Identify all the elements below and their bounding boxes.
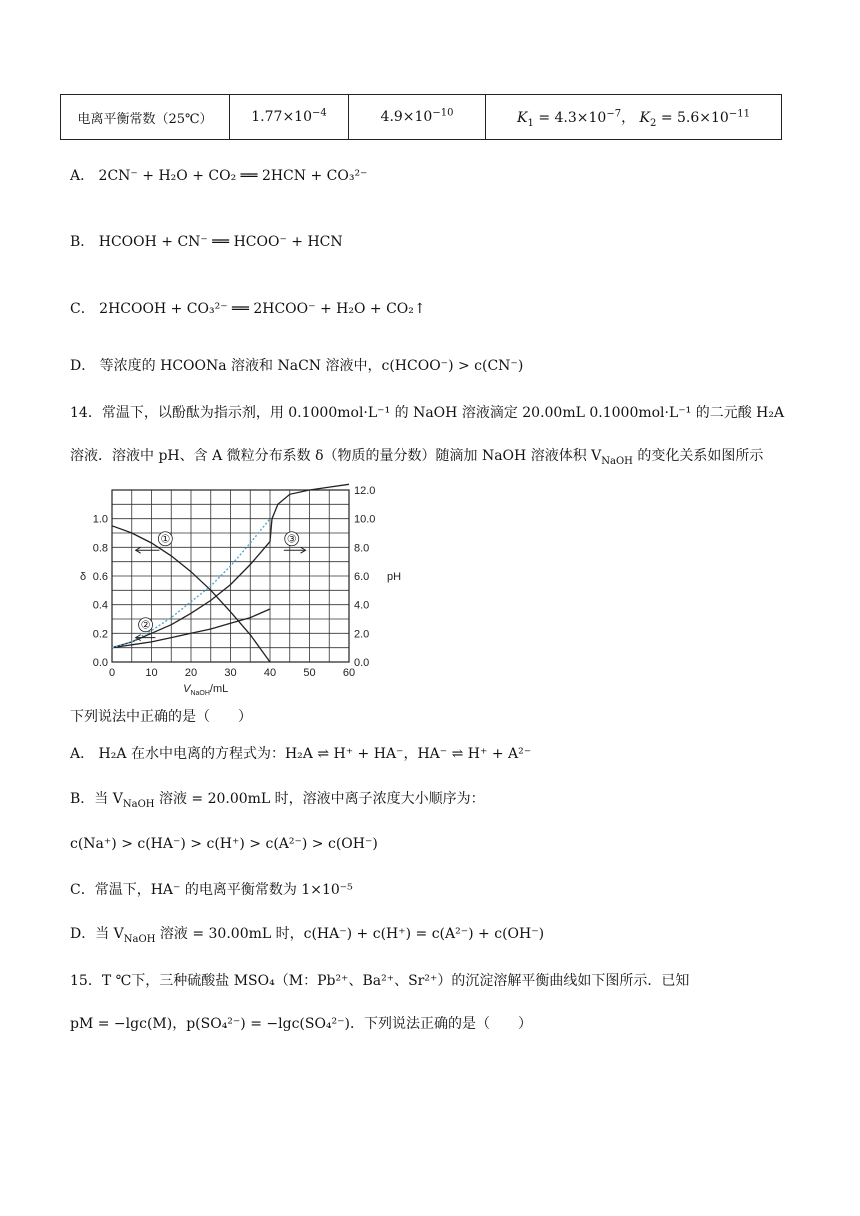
q13-option-d: D． 等浓度的 HCOONa 溶液和 NaCN 溶液中，c(HCOO⁻) > c(CN⁻) xyxy=(70,358,524,374)
q14-stem-line2-sub: NaOH xyxy=(601,455,633,467)
q13-option-c: C． 2HCOOH + CO₃²⁻ ══ 2HCOO⁻ + H₂O + CO₂↑ xyxy=(70,301,426,317)
y-left-tick-label: 0.8 xyxy=(92,542,108,555)
y-left-tick-label: 1.0 xyxy=(92,513,108,526)
series-2-label: ② xyxy=(140,619,151,632)
q14-stem-line1: 14．常温下，以酚酞为指示剂，用 0.1000mol·L⁻¹ 的 NaOH 溶液滴定 20.00mL 0.1000mol·L⁻¹ 的二元酸 H₂A xyxy=(70,405,785,421)
ka-hcooh-exp: −4 xyxy=(311,107,327,119)
table-cell-h2co3 xyxy=(486,95,782,140)
k2-exp: −11 xyxy=(728,108,750,120)
q14-option-d xyxy=(70,924,544,944)
y-left-tick-label: 0.2 xyxy=(92,628,108,641)
k2-value: = 5.6×10 xyxy=(656,110,729,126)
q14-option-b-line1 xyxy=(70,789,485,809)
q14-option-b-line2: c(Na⁺) > c(HA⁻) > c(H⁺) > c(A²⁻) > c(OH⁻) xyxy=(70,836,378,852)
chart-ticks xyxy=(80,485,401,697)
k-separator: ， xyxy=(621,110,636,126)
q15-stem-line2: pM = −lgc(M)，p(SO₄²⁻) = −lgc(SO₄²⁻)．下列说法正确的是（ ） xyxy=(70,1016,533,1032)
y-right-tick-label: 2.0 xyxy=(354,628,370,641)
y-right-tick-label: 4.0 xyxy=(354,599,370,612)
constants-table xyxy=(60,94,782,140)
x-tick-label: 50 xyxy=(303,667,316,679)
y-right-tick-label: 8.0 xyxy=(354,542,370,555)
y-right-tick-label: 0.0 xyxy=(354,657,370,669)
ka-hcooh: 1.77×10 xyxy=(251,109,312,125)
titration-chart xyxy=(70,485,402,698)
q14-option-b-sub: NaOH xyxy=(122,798,155,810)
x-tick-label: 30 xyxy=(224,667,237,679)
ka-hcn: 4.9×10 xyxy=(380,109,433,125)
x-tick-label: 10 xyxy=(145,667,158,679)
y-left-axis-label: δ xyxy=(80,571,87,583)
q14-ask: 下列说法中正确的是（ ） xyxy=(70,709,252,725)
y-right-tick-label: 12.0 xyxy=(354,485,376,497)
q13-option-a: A． 2CN⁻ + H₂O + CO₂ ══ 2HCN + CO₃²⁻ xyxy=(70,168,368,184)
k1-exp: −7 xyxy=(606,108,622,120)
k1-sub: 1 xyxy=(527,117,534,129)
q14-option-d-sub: NaOH xyxy=(123,933,156,945)
table-label-cell xyxy=(61,95,230,140)
table-cell-hcooh xyxy=(230,95,349,140)
q14-option-b-end: 溶液 = 20.00mL 时，溶液中离子浓度大小顺序为： xyxy=(154,791,485,807)
x-tick-label: 40 xyxy=(263,667,277,679)
series-1-label: ① xyxy=(160,533,171,546)
x-tick-label: 60 xyxy=(342,667,356,679)
y-right-tick-label: 6.0 xyxy=(354,571,370,583)
y-right-tick-label: 10.0 xyxy=(354,513,376,526)
q14-option-d-end: 溶液 = 30.00mL 时，c(HA⁻) + c(H⁺) = c(A²⁻) + c(OH⁻) xyxy=(155,926,545,942)
x-tick-label: 20 xyxy=(184,667,198,679)
q14-stem-line2-text: 溶液．溶液中 pH、含 A 微粒分布系数 δ（物质的量分数）随滴加 NaOH 溶液体积 V xyxy=(70,448,602,464)
table-cell-hcn xyxy=(349,95,486,140)
ka-hcn-exp: −10 xyxy=(432,107,454,119)
y-left-tick-label: 0.6 xyxy=(92,571,108,583)
chart-grid xyxy=(112,490,349,662)
q14-option-d-text: D．当 V xyxy=(70,926,124,942)
k2-sub: 2 xyxy=(650,117,657,129)
y-left-tick-label: 0.4 xyxy=(92,599,108,612)
q13-option-b: B． HCOOH + CN⁻ ══ HCOO⁻ + HCN xyxy=(70,234,343,250)
k1-value: = 4.3×10 xyxy=(533,110,607,126)
series-3-label: ③ xyxy=(286,533,297,546)
y-right-axis-label: pH xyxy=(387,571,402,583)
chart-annotations xyxy=(136,532,306,641)
table-row xyxy=(61,95,782,140)
q14-option-a: A． H₂A 在水中电离的方程式为：H₂A ⇌ H⁺ + HA⁻，HA⁻ ⇌ H⁺ + A²⁻ xyxy=(70,746,532,762)
q14-stem-line2-end: 的变化关系如图所示 xyxy=(632,448,764,464)
x-axis-label: $V_{NaOH}/mL$ xyxy=(183,683,229,697)
y-left-tick-label: 0.0 xyxy=(92,657,108,669)
k1-symbol: K xyxy=(517,110,528,126)
k2-symbol: K xyxy=(639,110,651,126)
q14-stem-line2 xyxy=(70,446,763,466)
table-label: 电离平衡常数（25℃） xyxy=(77,111,213,127)
q15-stem-line1: 15．T ℃下，三种硫酸盐 MSO₄（M：Pb²⁺、Ba²⁺、Sr²⁺）的沉淀溶解平衡曲线如下图所示．已知 xyxy=(70,973,690,989)
q14-option-b-text: B．当 V xyxy=(70,791,123,807)
q14-option-c: C．常温下，HA⁻ 的电离平衡常数为 1×10⁻⁵ xyxy=(70,882,353,898)
x-tick-label: 0 xyxy=(108,667,116,679)
